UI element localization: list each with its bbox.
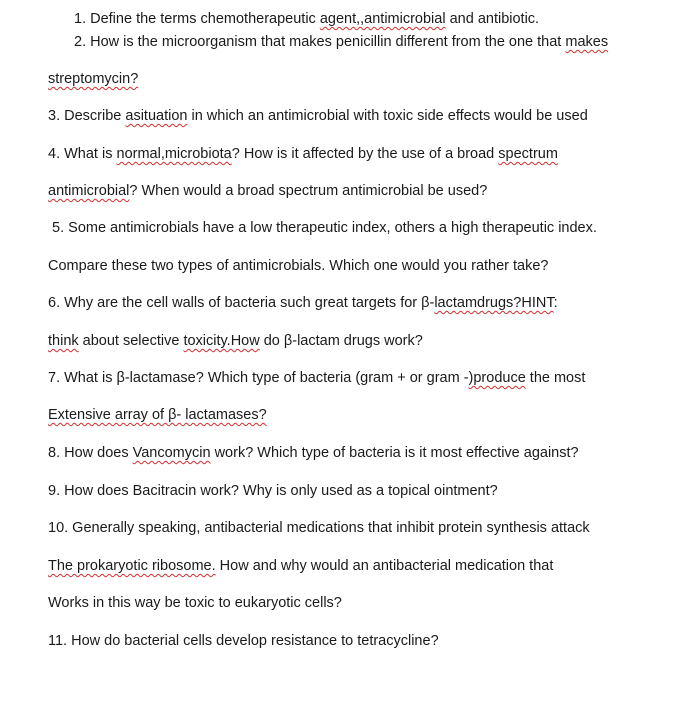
text-run: How and why would an antibacterial medication that	[215, 558, 554, 574]
text-run: :	[553, 295, 558, 311]
spellcheck-flagged-text: )produce	[468, 370, 526, 386]
text-run: 11. How do bacterial cells develop resistance to tetracycline?	[48, 633, 439, 649]
question-10-continuation-2	[48, 594, 342, 612]
question-7-continuation	[48, 406, 267, 424]
text-run: 9. How does Bacitracin work? Why is only used as a topical ointment?	[48, 483, 498, 499]
text-run: 5. Some antimicrobials have a low therapeutic index, others a high therapeutic index.	[48, 220, 597, 236]
text-run: ? How is it affected by the use of a broad	[231, 146, 499, 162]
question-4-continuation	[48, 182, 487, 200]
text-run: Compare these two types of antimicrobials. Which one would you rather take?	[48, 258, 549, 274]
spellcheck-flagged-text: normal,microbiota	[116, 146, 232, 162]
spellcheck-flagged-text: streptomycin?	[48, 71, 139, 87]
question-1-line	[74, 10, 539, 28]
spellcheck-flagged-text: think	[48, 333, 79, 349]
question-11-line	[48, 632, 439, 650]
question-7-line	[48, 369, 585, 387]
question-10-line	[48, 519, 590, 537]
spellcheck-flagged-text: spectrum	[498, 146, 558, 162]
question-9-line	[48, 482, 498, 500]
text-run: ? When would a broad spectrum antimicrobial be used?	[129, 183, 488, 199]
question-3-line	[48, 107, 588, 125]
spellcheck-flagged-text: agent,,antimicrobial	[319, 11, 446, 27]
spellcheck-flagged-text: Vancomycin	[132, 445, 211, 461]
question-6-line	[48, 294, 558, 312]
question-6-continuation	[48, 332, 423, 350]
text-run: in which an antimicrobial with toxic side effects would be used	[187, 108, 588, 124]
text-run: 4. What is	[48, 146, 117, 162]
spellcheck-flagged-text: Extensive array of β- lactamases?	[48, 407, 267, 423]
question-2-continuation	[48, 70, 138, 88]
question-10-continuation	[48, 557, 553, 575]
question-5-continuation	[48, 257, 549, 275]
text-run: do β-lactam drugs work?	[259, 333, 423, 349]
text-run: 1. Define the terms chemotherapeutic	[74, 11, 320, 27]
question-5-line	[48, 219, 597, 237]
spellcheck-flagged-text: antimicrobial	[48, 183, 130, 199]
text-run: Works in this way be toxic to eukaryotic cells?	[48, 595, 342, 611]
question-2-line	[74, 33, 608, 51]
spellcheck-flagged-text: The prokaryotic ribosome.	[48, 558, 216, 574]
spellcheck-flagged-text: toxicity.How	[183, 333, 260, 349]
spellcheck-flagged-text: lactamdrugs?HINT	[434, 295, 554, 311]
text-run: work? Which type of bacteria is it most effective against?	[210, 445, 579, 461]
text-run: 8. How does	[48, 445, 133, 461]
question-4-line	[48, 145, 558, 163]
text-run: and antibiotic.	[445, 11, 540, 27]
text-run: about selective	[78, 333, 184, 349]
text-run: 10. Generally speaking, antibacterial medications that inhibit protein synthesis attack	[48, 520, 590, 536]
question-8-line	[48, 444, 579, 462]
text-run: 6. Why are the cell walls of bacteria such great targets for β-	[48, 295, 435, 311]
text-run: 7. What is β-lactamase? Which type of bacteria (gram + or gram -	[48, 370, 469, 386]
text-run: the most	[525, 370, 586, 386]
text-run: 2. How is the microorganism that makes penicillin different from the one that	[74, 34, 566, 50]
text-run: 3. Describe	[48, 108, 126, 124]
spellcheck-flagged-text: asituation	[125, 108, 188, 124]
spellcheck-flagged-text: makes	[565, 34, 609, 50]
